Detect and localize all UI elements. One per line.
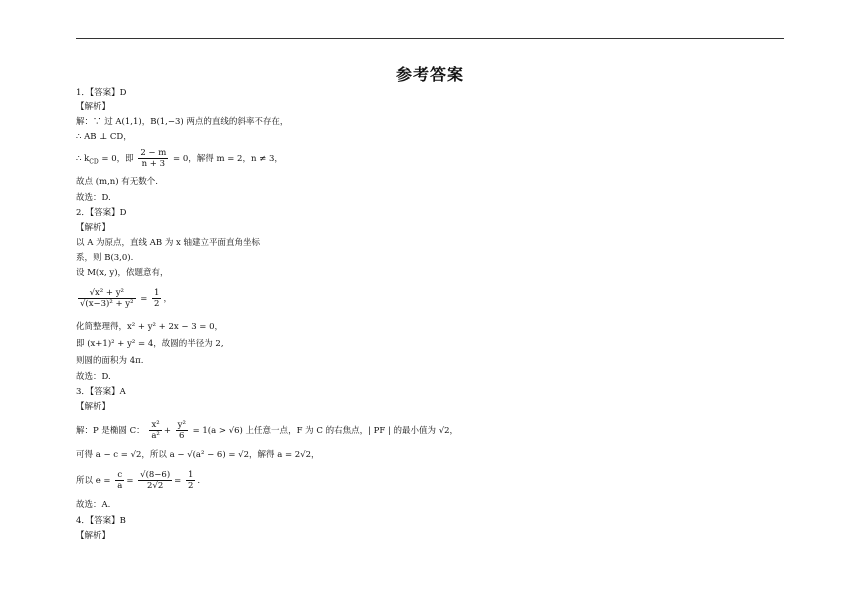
q2-line-3: 设 M(x, y)，依题意有， — [76, 268, 169, 278]
q1-slope-sub: CD — [89, 158, 99, 166]
q3-answer: 3．【答案】A — [76, 387, 126, 397]
q3-x-den: a² — [151, 431, 160, 441]
q2-answer: 2．【答案】D — [76, 208, 127, 218]
q2-line-8: 故选：D. — [76, 372, 111, 382]
q1-line-5: 故选：D. — [76, 193, 111, 203]
q1-frac-num: 2 − m — [140, 148, 167, 158]
q1-analysis-label: 【解析】 — [76, 102, 111, 112]
q3-x-num: x² — [149, 420, 161, 431]
q1-line-4: 故点 (m,n) 有无数个. — [76, 177, 158, 187]
q3-y-num: y² — [177, 420, 186, 430]
q2-half-num: 1 — [154, 288, 160, 298]
q2-line-5: 化简整理得，x² + y² + 2x − 3 = 0， — [76, 322, 224, 332]
q3-root-num: √(8−6) — [140, 470, 171, 480]
q1-fraction — [138, 148, 168, 169]
page-title: 参考答案 — [395, 65, 464, 84]
q3-intro-text: 解：P 是椭圆 C： — [76, 426, 145, 436]
q3-line-4: 故选：A. — [76, 500, 111, 510]
q2-line-7: 则圆的面积为 4π. — [76, 356, 144, 366]
q1-line-3 — [76, 148, 283, 169]
q2-line-1: 以 A 为原点，直线 AB 为 x 轴建立平面直角坐标 — [76, 238, 261, 248]
q2-half-den: 2 — [154, 299, 160, 309]
q3-ca-fraction — [115, 470, 124, 491]
q2-half-fraction — [152, 288, 161, 309]
q3-line-1: 解：P 是椭圆 C： $\frac{\text{x²}}{\text{a²}}$ + $\frac{\text{y²}}{6}$ = 1(a > √6) 上任意一点，F 为 C 的右焦点，| PF | 的最小值为 √2， — [76, 420, 459, 441]
q1-slope-text: ∴ k — [76, 154, 90, 164]
q3-half-den: 2 — [188, 481, 194, 491]
q2-line-4: $\frac{\text{√x² + y²}}{\text{√(x−3)² + y²}}$ = $\frac{1}{2}$ ， — [80, 288, 172, 309]
q3-a-den: a — [117, 481, 123, 491]
header-rule — [76, 38, 784, 39]
q3-root-fraction — [138, 470, 172, 491]
q2-line-6: 即 (x+1)² + y² = 4，故圆的半径为 2, — [76, 339, 224, 349]
q3-root-den: 2√2 — [147, 481, 164, 491]
q3-analysis-label: 【解析】 — [76, 402, 111, 412]
q1-line-2: ∴ AB ⊥ CD， — [76, 132, 132, 142]
q2-analysis-label: 【解析】 — [76, 223, 111, 233]
q2-ratio-num: √x² + y² — [78, 288, 136, 299]
q1-line-1: 解：∵ 过 A(1,1)，B(1,−3) 两点的直线的斜率不存在， — [76, 117, 289, 127]
q1-answer: 1．【答案】D — [76, 88, 127, 98]
q1-eq-text: = 0，即 — [98, 154, 134, 164]
q3-line-3: 所以 e = $\frac{c}{a}$ = $\frac{√(8-6)}{2√2}$ = $\frac{1}{2}$ . — [76, 470, 201, 491]
q1-frac-den: n + 3 — [141, 159, 166, 169]
q3-c-num: c — [115, 470, 124, 481]
q2-ratio-den: √(x−3)² + y² — [80, 299, 134, 309]
q3-e-text: 所以 e = — [76, 476, 111, 486]
q3-y-fraction — [176, 420, 188, 441]
q2-ratio-fraction — [78, 288, 136, 309]
q2-line-2: 系，则 B(3,0). — [76, 253, 134, 263]
q4-analysis-label: 【解析】 — [76, 531, 111, 541]
q1-solve-text: = 0，解得 m = 2，n ≠ 3， — [173, 154, 283, 164]
q4-answer: 4．【答案】B — [76, 516, 126, 526]
q3-y-den: 6 — [179, 431, 185, 441]
q3-condition-text: = 1(a > √6) 上任意一点，F 为 C 的右焦点，| PF | 的最小值为 √2， — [192, 426, 459, 436]
q3-half-fraction — [186, 470, 195, 491]
q3-line-2: 可得 a − c = √2，所以 a − √(a² − 6) = √2，解得 a = 2√2， — [76, 450, 320, 460]
q3-x-fraction — [149, 420, 161, 441]
q3-half-num: 1 — [188, 470, 194, 480]
